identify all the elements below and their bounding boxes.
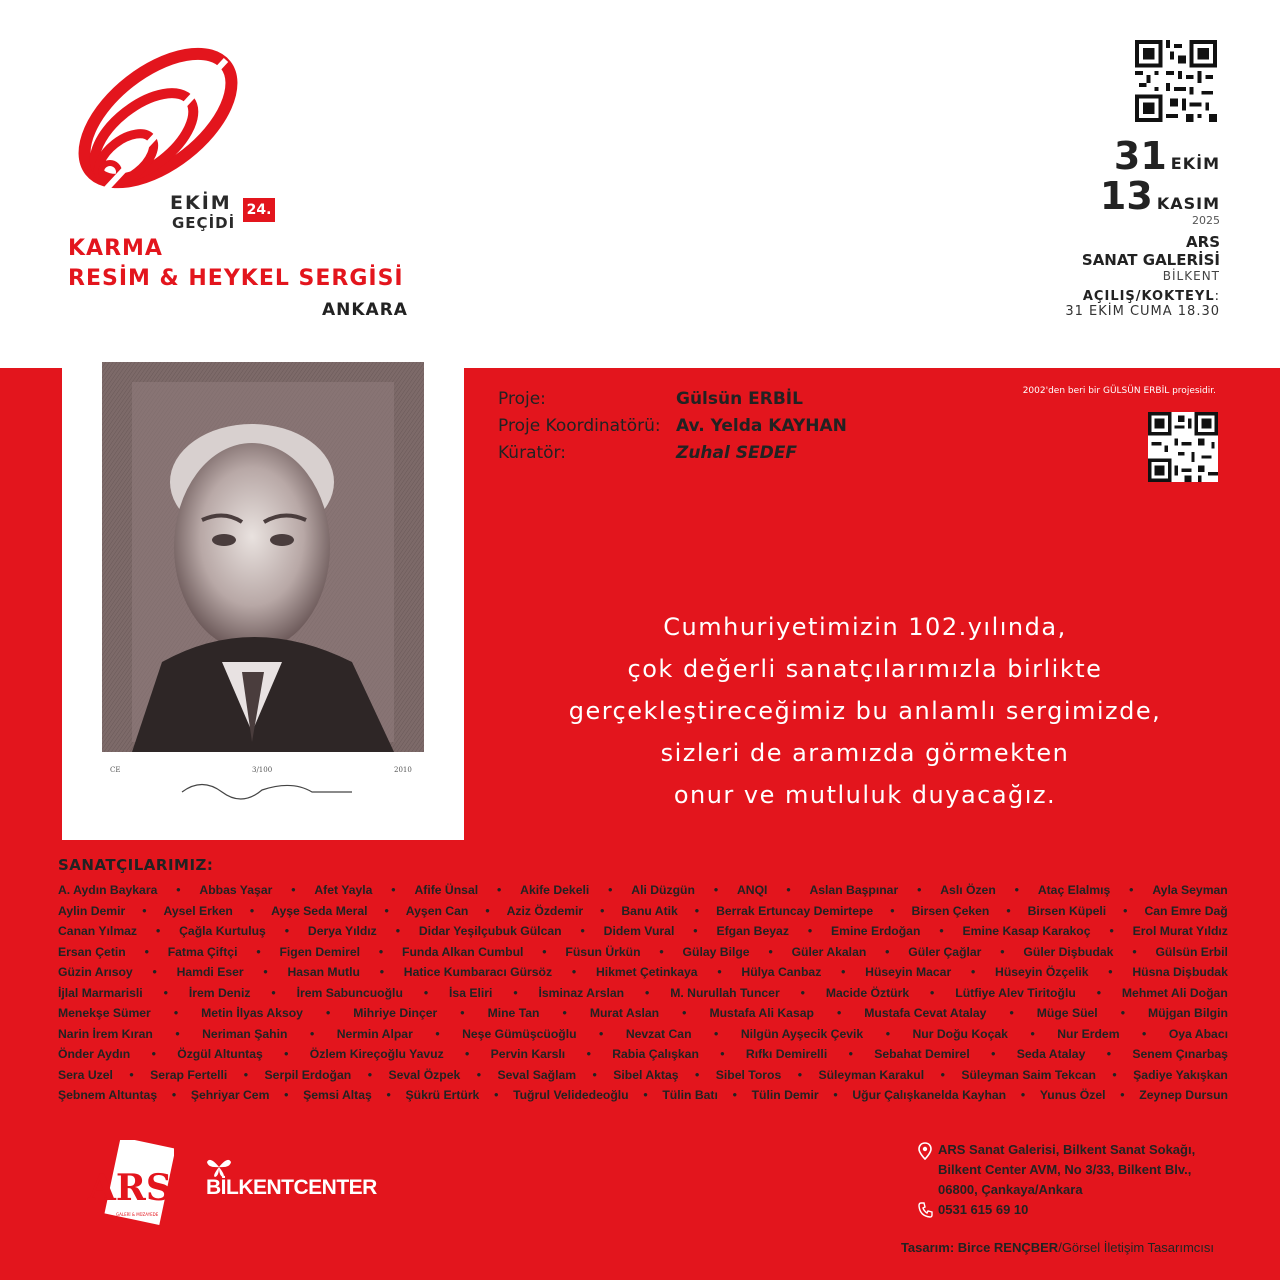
bullet-separator-icon: • (175, 1026, 180, 1041)
end-month: KASIM (1156, 194, 1220, 213)
coordinator-label: Proje Koordinatörü: (498, 416, 661, 436)
artist-name: Nilgün Ayşecik Çevik (740, 1026, 864, 1041)
bullet-separator-icon: • (1120, 1088, 1125, 1102)
artist-name: Afife Ünsal (414, 883, 479, 897)
artist-name: Neriman Şahin (202, 1026, 288, 1041)
artist-row (58, 962, 1228, 983)
bullet-separator-icon: • (129, 1067, 134, 1082)
bullet-separator-icon: • (890, 903, 895, 918)
bullet-separator-icon: • (1006, 903, 1011, 918)
bullet-separator-icon: • (542, 944, 547, 959)
artist-name: Murat Aslan (589, 1006, 660, 1020)
artist-name: Füsun Ürkün (565, 944, 641, 959)
curator-label: Küratör: (498, 443, 566, 463)
bullet-separator-icon: • (682, 1006, 687, 1020)
invitation-message (470, 606, 1260, 816)
bullet-separator-icon: • (833, 1088, 838, 1102)
artist-name: Aziz Özdemir (506, 903, 584, 918)
bullet-separator-icon: • (786, 883, 791, 897)
bullet-separator-icon: • (460, 1006, 465, 1020)
bullet-separator-icon: • (1120, 1006, 1125, 1020)
bullet-separator-icon: • (713, 883, 719, 897)
artist-name: Hüseyin Macar (865, 965, 952, 979)
artists-heading: SANATÇILARIMIZ: (58, 856, 214, 874)
artist-name: Şemsi Altaş (303, 1088, 372, 1102)
bullet-separator-icon: • (395, 924, 400, 938)
artist-name: Ayşe Seda Meral (271, 903, 368, 918)
bullet-separator-icon: • (291, 883, 296, 897)
bullet-separator-icon: • (263, 965, 268, 979)
bullet-separator-icon: • (836, 1006, 842, 1020)
qr-code-icon[interactable] (1148, 412, 1218, 482)
artist-name: Nur Erdem (1057, 1026, 1120, 1041)
bullet-separator-icon: • (144, 944, 149, 959)
gallery-name-line2: SANAT GALERİSİ (1081, 251, 1220, 269)
artist-name: Efgan Beyaz (716, 924, 789, 938)
artist-name: Sibel Toros (715, 1067, 782, 1082)
bullet-separator-icon: • (513, 985, 518, 1000)
artist-name: Derya Yıldız (307, 924, 377, 938)
message-line: gerçekleştireceğimiz bu anlamlı sergimizde, (568, 697, 1162, 725)
artist-name: Metin İlyas Aksoy (201, 1006, 303, 1020)
artist-name: Mine Tan (487, 1006, 540, 1020)
address-line2: Bilkent Center AVM, No 3/33, Bilkent Blv., (938, 1162, 1192, 1177)
artist-name: Güler Akalan (791, 944, 867, 959)
edition-badge: 24. (243, 198, 275, 222)
bullet-separator-icon: • (592, 1067, 597, 1082)
designer-role: /Görsel İletişim Tasarımcısı (1058, 1240, 1214, 1255)
artist-name: Özgül Altuntaş (177, 1047, 263, 1061)
artist-name: İrem Sabuncuoğlu (296, 985, 403, 1000)
bullet-separator-icon: • (1014, 883, 1019, 897)
project-value: Gülsün ERBİL (676, 389, 803, 409)
artist-name: Hülya Canbaz (741, 965, 822, 979)
artist-row (58, 1085, 1228, 1106)
bullet-separator-icon: • (885, 944, 890, 959)
bullet-separator-icon: • (309, 1026, 315, 1041)
artist-name: Mustafa Cevat Atalay (864, 1006, 987, 1020)
bullet-separator-icon: • (384, 903, 389, 918)
bullet-separator-icon: • (643, 1088, 648, 1102)
artist-name: Canan Yılmaz (58, 924, 138, 938)
phone-number[interactable]: 0531 615 69 10 (938, 1202, 1029, 1217)
bullet-separator-icon: • (917, 883, 922, 897)
project-label: Proje: (498, 389, 546, 409)
gallery-location: BİLKENT (1162, 269, 1220, 283)
artist-name: Can Emre Dağ (1144, 903, 1228, 918)
artist-name: Gülsün Erbil (1155, 944, 1228, 959)
bullet-separator-icon: • (970, 965, 976, 979)
message-line: Cumhuriyetimizin 102.yılında, (663, 613, 1067, 641)
artist-name: Mihriye Dinçer (353, 1006, 438, 1020)
artist-name: Erol Murat Yıldız (1132, 924, 1228, 938)
artist-name: Abbas Yaşar (199, 883, 273, 897)
bullet-separator-icon: • (243, 1067, 249, 1082)
edition-number: 3/100 (252, 766, 273, 774)
artist-name: Narin İrem Kıran (58, 1026, 153, 1041)
artist-name: İjlal Marmarisli (58, 985, 143, 1000)
bullet-separator-icon: • (155, 924, 161, 938)
artist-name: Oya Abacı (1168, 1026, 1228, 1041)
artist-name: Figen Demirel (279, 944, 361, 959)
artist-name: Tülin Batı (662, 1088, 718, 1102)
bullet-separator-icon: • (571, 965, 577, 979)
bullet-separator-icon: • (1142, 1026, 1147, 1041)
bullet-separator-icon: • (939, 924, 944, 938)
bullet-separator-icon: • (1129, 883, 1134, 897)
artist-name: Şehriyar Cem (190, 1088, 270, 1102)
artist-name: Pervin Karslı (490, 1047, 566, 1061)
bullet-separator-icon: • (423, 985, 429, 1000)
contact-info (918, 1140, 1195, 1220)
location-pin-icon (918, 1142, 932, 1160)
artist-name: Müge Süel (1036, 1006, 1098, 1020)
bullet-separator-icon: • (608, 883, 613, 897)
bullet-separator-icon: • (695, 1067, 700, 1082)
coordinator-value: Av. Yelda KAYHAN (676, 416, 847, 436)
bullet-separator-icon: • (284, 1088, 289, 1102)
bullet-separator-icon: • (256, 944, 261, 959)
address-line1: ARS Sanat Galerisi, Bilkent Sanat Sokağı, (938, 1142, 1196, 1157)
bullet-separator-icon: • (841, 965, 846, 979)
bullet-separator-icon: • (930, 985, 935, 1000)
artist-name: Müjgan Bilgin (1148, 1006, 1228, 1020)
start-day: 31 (1113, 134, 1167, 178)
bullet-separator-icon: • (800, 985, 805, 1000)
bullet-separator-icon: • (271, 985, 276, 1000)
bullet-separator-icon: • (1112, 1067, 1117, 1082)
start-month: EKİM (1170, 154, 1220, 173)
artist-name: Şükrü Ertürk (405, 1088, 480, 1102)
artist-name: Akife Dekeli (520, 883, 590, 897)
artist-name: A. Aydın Baykara (58, 883, 158, 897)
bullet-separator-icon: • (562, 1006, 567, 1020)
artist-row (58, 1044, 1228, 1065)
artist-name: Süleyman Karakul (818, 1067, 925, 1082)
bullet-separator-icon: • (386, 1088, 391, 1102)
artist-name: Tuğrul Velidedeoğlu (513, 1088, 629, 1102)
artist-name: Hasan Mutlu (287, 965, 360, 979)
artist-name: Afet Yayla (314, 883, 373, 897)
bullet-separator-icon: • (142, 903, 147, 918)
header-area (0, 0, 1280, 368)
ars-logo-icon (84, 1140, 174, 1226)
artist-name: Zeynep Dursun (1139, 1088, 1228, 1102)
artist-name: Seval Özpek (388, 1067, 461, 1082)
bullet-separator-icon: • (599, 1026, 604, 1041)
artist-name: ANQI (736, 883, 768, 897)
artist-name: Uğur Çalışkanelda Kayhan (852, 1088, 1007, 1102)
bullet-separator-icon: • (600, 903, 605, 918)
bullet-separator-icon: • (1000, 944, 1005, 959)
bullet-separator-icon: • (714, 1026, 719, 1041)
artist-name: Şadiye Yakışkan (1133, 1067, 1228, 1082)
phone-icon (918, 1202, 934, 1218)
artist-name: M. Nurullah Tuncer (670, 985, 780, 1000)
exhibition-title-line1: KARMA (68, 236, 163, 261)
artist-name: Aslan Başpınar (809, 883, 899, 897)
logo-gecidi: GEÇİDİ (172, 214, 236, 232)
bullet-separator-icon: • (768, 944, 773, 959)
ars-logo-text: ARS (88, 1167, 172, 1209)
artist-name: İrem Deniz (188, 985, 251, 1000)
artist-name: Mehmet Ali Doğan (1121, 985, 1228, 1000)
message-line: çok değerli sanatçılarımızla birlikte (627, 655, 1103, 683)
artist-name: Aslı Özen (940, 883, 996, 897)
end-day: 13 (1099, 174, 1153, 218)
artist-name: Güler Dişbudak (1023, 944, 1114, 959)
artist-name: Nur Doğu Koçak (912, 1026, 1008, 1041)
bullet-separator-icon: • (807, 924, 813, 938)
bilkent-center-logo: BİLKENTCENTER (206, 1176, 377, 1199)
logo-ekim: EKİM (170, 192, 232, 214)
bullet-separator-icon: • (717, 965, 722, 979)
bullet-separator-icon: • (151, 1047, 156, 1061)
artist-name: Nevzat Can (625, 1026, 692, 1041)
artist-name: Yunus Özel (1039, 1088, 1106, 1102)
opening-colon: : (1214, 289, 1220, 304)
bullet-separator-icon: • (152, 965, 157, 979)
artist-row (58, 1003, 1228, 1024)
artist-name: Banu Atik (621, 903, 678, 918)
design-credit (901, 1240, 1214, 1255)
bullet-separator-icon: • (379, 965, 384, 979)
opening-label: AÇILIŞ/KOKTEYL (1082, 289, 1215, 304)
artist-name: Birsen Küpeli (1027, 903, 1107, 918)
bullet-separator-icon: • (1009, 1006, 1014, 1020)
artist-name: Menekşe Sümer (58, 1006, 151, 1020)
artist-name: Rabia Çalışkan (612, 1047, 699, 1061)
bullet-separator-icon: • (325, 1006, 331, 1020)
bullet-separator-icon: • (391, 883, 396, 897)
artist-row (58, 983, 1228, 1004)
artist-name: Hikmet Çetinkaya (595, 965, 698, 979)
bilkent-butterfly-icon (206, 1156, 232, 1178)
portrait-engraving (62, 350, 464, 840)
artist-name: Hüsna Dişbudak (1132, 965, 1228, 979)
artist-name: Seda Atalay (1016, 1047, 1086, 1061)
artist-name: Funda Alkan Cumbul (402, 944, 524, 959)
artist-name: Gülay Bilge (682, 944, 750, 959)
bullet-separator-icon: • (1109, 924, 1114, 938)
exhibition-title-line2: RESİM & HEYKEL SERGİSİ (68, 266, 404, 291)
event-info (1065, 136, 1220, 319)
edition-left: CE (110, 766, 121, 774)
artist-name: Ali Düzgün (631, 883, 695, 897)
curator-value: Zuhal SEDEF (676, 443, 797, 463)
artist-name: Emine Erdoğan (831, 924, 921, 938)
artist-name: Birsen Çeken (911, 903, 990, 918)
bullet-separator-icon: • (173, 1006, 179, 1020)
artist-name: Mustafa Ali Kasap (709, 1006, 814, 1020)
artist-row (58, 1024, 1228, 1045)
artist-name: Didar Yeşilçubuk Gülcan (418, 924, 562, 938)
artist-row (58, 1065, 1228, 1086)
artist-name: Lütfiye Alev Tiritoğlu (955, 985, 1076, 1000)
bullet-separator-icon: • (284, 1047, 289, 1061)
artist-name: Serap Fertelli (150, 1067, 228, 1082)
artist-name: İsa Eliri (449, 985, 493, 1000)
artist-row (58, 942, 1228, 963)
bullet-separator-icon: • (284, 924, 289, 938)
artist-name: Hamdi Eser (176, 965, 244, 979)
bullet-separator-icon: • (378, 944, 384, 959)
bullet-separator-icon: • (465, 1047, 470, 1061)
artists-list (58, 880, 1228, 1106)
bullet-separator-icon: • (940, 1067, 945, 1082)
message-line: sizleri de aramızda görmekten (660, 739, 1070, 767)
bullet-separator-icon: • (586, 1047, 591, 1061)
artist-name: Güzin Arısoy (58, 965, 133, 979)
gallery-name-line1: ARS (1186, 233, 1220, 251)
message-line: onur ve mutluluk duyacağız. (673, 781, 1057, 809)
artist-name: Özlem Kireçoğlu Yavuz (309, 1047, 444, 1061)
artist-row (58, 901, 1228, 922)
bullet-separator-icon: • (1132, 944, 1137, 959)
bullet-separator-icon: • (497, 883, 502, 897)
since-note: 2002'den beri bir GÜLSÜN ERBİL projesidir. (1022, 386, 1216, 396)
bullet-separator-icon: • (720, 1047, 725, 1061)
event-year: 2025 (1192, 214, 1220, 227)
artist-name: Nermin Alpar (336, 1026, 413, 1041)
artist-name: Fatma Çiftçi (167, 944, 238, 959)
bullet-separator-icon: • (476, 1067, 482, 1082)
bullet-separator-icon: • (1108, 965, 1113, 979)
bullet-separator-icon: • (1106, 1047, 1112, 1061)
designer-name: Tasarım: Birce RENÇBER (900, 1240, 1059, 1255)
bullet-separator-icon: • (693, 924, 698, 938)
artist-name: Ayşen Can (405, 903, 469, 918)
bullet-separator-icon: • (171, 1088, 177, 1102)
artist-name: Çağla Kurtuluş (179, 924, 266, 938)
artist-name: Hüseyin Özçelik (995, 965, 1089, 979)
edition-year: 2010 (394, 766, 412, 774)
artist-name: İsminaz Arslan (538, 985, 625, 1000)
artist-row (58, 921, 1228, 942)
credits (498, 386, 847, 467)
bullet-separator-icon: • (659, 944, 664, 959)
bullet-separator-icon: • (485, 903, 490, 918)
bullet-separator-icon: • (797, 1067, 802, 1082)
portrait-image-icon (102, 362, 424, 812)
bullet-separator-icon: • (848, 1047, 853, 1061)
bullet-separator-icon: • (176, 883, 181, 897)
bullet-separator-icon: • (645, 985, 650, 1000)
bullet-separator-icon: • (163, 985, 168, 1000)
artist-name: Rıfkı Demirelli (745, 1047, 828, 1061)
artist-name: Seval Sağlam (497, 1067, 577, 1082)
artist-name: Hatice Kumbaracı Gürsöz (403, 965, 553, 979)
artist-name: Sibel Aktaş (613, 1067, 679, 1082)
address-line3: 06800, Çankaya/Ankara (938, 1182, 1083, 1197)
artist-name: Ersan Çetin (58, 944, 126, 959)
bullet-separator-icon: • (249, 903, 255, 918)
artist-name: Neşe Gümüşcüoğlu (462, 1026, 577, 1041)
artist-name: Serpil Erdoğan (264, 1067, 352, 1082)
bullet-separator-icon: • (1123, 903, 1128, 918)
artist-name: Sera Uzel (58, 1067, 113, 1082)
bullet-separator-icon: • (885, 1026, 890, 1041)
artist-name: Süleyman Saim Tekcan (961, 1067, 1096, 1082)
artist-name: Emine Kasap Karakoç (962, 924, 1091, 938)
opening-time: 31 EKİM CUMA 18.30 (1065, 304, 1220, 319)
exhibition-city: ANKARA (322, 300, 408, 320)
bullet-separator-icon: • (1096, 985, 1101, 1000)
artist-name: Ayla Seyman (1152, 883, 1228, 897)
bullet-separator-icon: • (367, 1067, 372, 1082)
bullet-separator-icon: • (580, 924, 585, 938)
artist-name: Aylin Demir (58, 903, 126, 918)
artist-name: Berrak Ertuncay Demirtepe (716, 903, 874, 918)
artist-signature-icon (182, 785, 352, 800)
artist-name: Sebahat Demirel (874, 1047, 970, 1061)
qr-code-icon[interactable] (1134, 40, 1218, 122)
artist-name: Şebnem Altuntaş (58, 1088, 158, 1102)
artist-name: Aysel Erken (163, 903, 233, 918)
artist-name: Ataç Elalmış (1037, 883, 1111, 897)
artist-name: Senem Çınarbaş (1132, 1047, 1228, 1061)
artist-name: Macide Öztürk (825, 985, 910, 1000)
bullet-separator-icon: • (494, 1088, 499, 1102)
ars-logo-subtitle: GALERİ & MÜZAYEDE (116, 1212, 159, 1217)
artist-name: Güler Çağlar (908, 944, 982, 959)
artist-row (58, 880, 1228, 901)
artist-name: Didem Vural (603, 924, 675, 938)
bullet-separator-icon: • (694, 903, 700, 918)
bullet-separator-icon: • (1030, 1026, 1035, 1041)
artist-name: Tülin Demir (751, 1088, 819, 1102)
bullet-separator-icon: • (1020, 1088, 1026, 1102)
artist-name: Önder Aydın (58, 1047, 131, 1061)
bullet-separator-icon: • (991, 1047, 996, 1061)
bullet-separator-icon: • (435, 1026, 440, 1041)
bullet-separator-icon: • (732, 1088, 737, 1102)
